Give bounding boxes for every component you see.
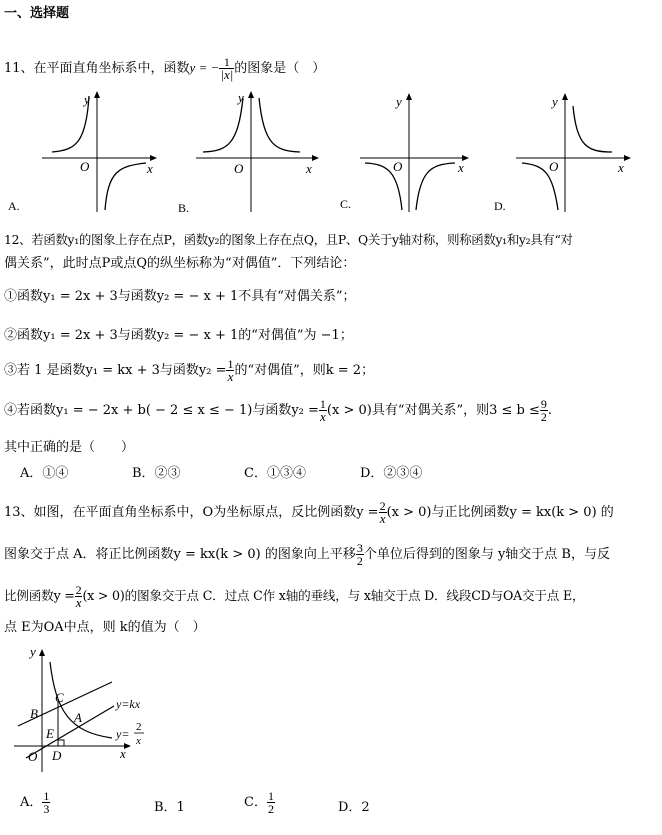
q12-question: 其中正确的是（ ） [4,440,135,455]
svg-text:C: C [55,690,64,705]
q12-option-c[interactable]: C．①③④ [244,466,306,481]
svg-text:x: x [120,746,126,761]
q13-option-d[interactable]: D．2 [338,800,370,815]
svg-text:y=: y= [116,727,130,741]
q13-line3: 比例函数y = $\frac{2}{x}$ (x > 0)的图象交于点 C．过点 C作 x轴的垂线，与 x轴交于点 D．线段CD与OA交于点 E， [4,583,585,610]
q12-statement-1: ①函数y₁ = 2x + 3与函数y₂ = − x + 1不具有“对偶关系”； [4,289,356,304]
svg-text:y=kx: y=kx [116,697,141,711]
svg-text:y: y [396,94,402,109]
q12-option-a[interactable]: A．①④ [20,466,69,481]
graph-b [178,90,318,215]
svg-text:y: y [30,644,36,659]
q13-line2: 图象交于点 A．将正比例函数y = kx(k > 0) 的图象向上平移 $\frac{3}{2}$ 个单位后得到的图象与 y轴交于点 B，与反 [4,541,610,568]
q12-statement-3: ③若 1 是函数y₁ = kx + 3与函数y₂ = $\frac{1}{x}$ 的“对偶值”，则k = 2； [4,357,375,384]
q11-formula: y = − [189,60,220,75]
q11-fraction: $\frac{1}{|x|}$ [220,55,234,82]
svg-text:x: x [147,161,153,176]
svg-text:x: x [306,161,312,176]
q12-option-b[interactable]: B．②③ [132,466,181,481]
svg-text:O: O [549,159,559,174]
q11-prefix: 11、在平面直角坐标系中，函数 [4,61,190,76]
svg-text:x: x [136,735,141,747]
svg-text:y: y [552,94,558,109]
q11-suffix: 的图象是（ ） [234,61,326,76]
svg-text:y: y [238,90,244,105]
svg-text:D.: D. [494,199,506,213]
q12-option-d[interactable]: D．②③④ [360,466,423,481]
svg-text:D: D [52,748,62,763]
svg-text:x: x [458,160,464,175]
q13-option-a[interactable]: A． $\frac{1}{3}$ [20,789,50,816]
q12-line1: 12、若函数y₁的图象上存在点P，函数y₂的图象上存在点Q，且P、Q关于y轴对称，则称函数y₁和y₂具有“对 [4,232,573,247]
svg-text:2: 2 [136,721,142,733]
graph-c [340,94,468,212]
line-kx [26,706,114,758]
svg-text:O: O [393,159,403,174]
section-title: 一、选择题 [4,6,70,21]
svg-text:A.: A. [8,199,20,213]
q11-graphs [0,86,662,218]
svg-text:O: O [234,161,244,176]
svg-text:y: y [84,92,90,107]
svg-text:x: x [618,160,624,175]
q13-figure [0,640,170,780]
graph-d [494,94,630,213]
svg-text:B: B [30,706,38,721]
svg-text:O: O [80,159,90,174]
q12-statement-2: ②函数y₁ = 2x + 3与函数y₂ = − x + 1的“对偶值”为 −1； [4,328,353,343]
graph-a [8,92,156,213]
svg-text:O: O [28,749,38,764]
q12-statement-4: ④若函数y₁ = − 2x + b( − 2 ≤ x ≤ − 1)与函数y₂ = $\frac{1}{x}$ (x > 0)具有“对偶关系”，则3 ≤ b ≤ $\frac{9}{2}$ . [4,397,553,424]
q13-option-c[interactable]: C． $\frac{1}{2}$ [244,789,274,816]
svg-text:A: A [74,710,82,725]
q13-option-b[interactable]: B．1 [154,800,185,815]
q12-line2: 偶关系”，此时点P或点Q的纵坐标称为“对偶值”．下列结论： [4,256,356,271]
q11-stem [4,56,325,81]
q13-line1: 13、如图，在平面直角坐标系中，O为坐标原点，反比例函数y = $\frac{2}{x}$ (x > 0)与正比例函数y = kx(k > 0) 的 [4,499,614,526]
svg-text:C.: C. [340,197,352,211]
svg-text:B.: B. [178,201,190,215]
q13-line4: 点 E为OA中点，则 k的值为（ ） [4,620,206,635]
svg-text:E: E [46,726,54,741]
